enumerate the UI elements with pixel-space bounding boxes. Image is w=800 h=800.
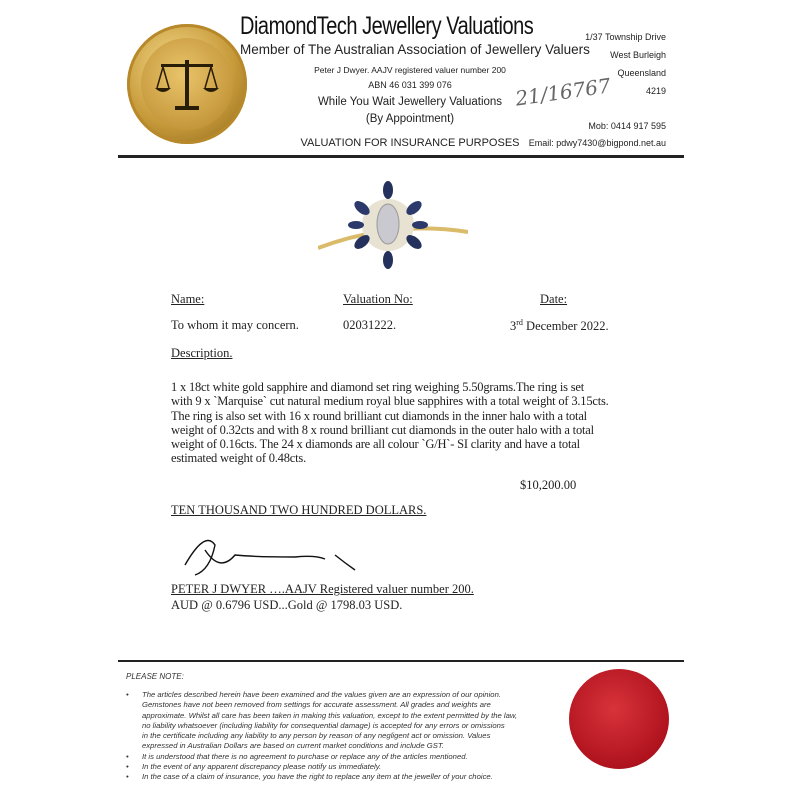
address-line: Queensland xyxy=(617,68,666,78)
description-text xyxy=(171,380,609,466)
address-line: 1/37 Township Drive xyxy=(585,32,666,42)
ring-photo xyxy=(318,180,468,275)
amount-in-words: TEN THOUSAND TWO HUNDRED DOLLARS. xyxy=(171,503,427,517)
abn: ABN 46 031 399 076 xyxy=(368,80,452,90)
notes-heading: PLEASE NOTE: xyxy=(126,672,184,681)
handwritten-reference: 21/16767 xyxy=(513,73,613,111)
mobile: Mob: 0414 917 595 xyxy=(588,121,666,131)
signed-by: PETER J DWYER ….AAJV Registered valuer number 200. xyxy=(171,582,474,596)
exchange-rates: AUD @ 0.6796 USD...Gold @ 1798.03 USD. xyxy=(171,598,403,612)
note-line: The articles described herein have been examined and the values given are an expression of our opinion. xyxy=(142,690,501,699)
notes-list xyxy=(126,690,517,783)
name-value: To whom it may concern. xyxy=(171,318,299,332)
membership-line: Member of The Australian Association of Jewellery Valuers xyxy=(240,42,590,57)
description-line: weight of 0.32cts and with 8 x round brilliant cut diamonds in the outer halo with a total xyxy=(171,422,594,437)
note-item xyxy=(126,690,517,752)
note-item xyxy=(126,762,517,772)
note-text: It is understood that there is no agreement to purchase or replace any of the articles mentioned. xyxy=(142,751,468,761)
bullet: • xyxy=(126,762,129,772)
description-line: weight of 0.16cts. The 24 x diamonds are all colour `G/H`- SI clarity and have a total xyxy=(171,437,580,452)
note-line: no liability whatsoever (including liability for consequential damage) is accepted for any errors or omissions xyxy=(142,720,505,730)
valuation-amount: $10,200.00 xyxy=(520,478,577,492)
red-wax-seal xyxy=(569,669,669,769)
name-label: Name: xyxy=(171,292,205,306)
email: Email: pdwy7430@bigpond.net.au xyxy=(528,138,666,148)
purpose: VALUATION FOR INSURANCE PURPOSES xyxy=(300,137,520,149)
description-label: Description. xyxy=(171,346,233,360)
note-line: in the certificate including any liability to any person by reason of any negligent act or omission. Values xyxy=(142,731,491,741)
date-month-year: December 2022. xyxy=(522,319,609,334)
note-item xyxy=(126,752,517,762)
notes-divider xyxy=(118,660,684,662)
description-line: estimated weight of 0.48cts. xyxy=(171,451,306,466)
address xyxy=(580,28,666,100)
header-divider xyxy=(118,155,684,158)
valuer-line: Peter J Dwyer. AAJV registered valuer number 200 xyxy=(314,65,506,75)
appointment-note: (By Appointment) xyxy=(365,113,455,125)
date-suffix: rd xyxy=(516,318,523,327)
note-line: Gemstones have not been removed from settings for accurate assessment. All grades and weights are xyxy=(142,700,491,710)
description-line: 1 x 18ct white gold sapphire and diamond set ring weighing 5.50grams.The ring is set xyxy=(171,380,584,394)
address-line: West Burleigh xyxy=(610,50,666,60)
date-day: 3 xyxy=(510,319,517,334)
description-line: with 9 x `Marquise` cut natural medium royal blue sapphires with a total weight of 3.15cts. xyxy=(171,394,609,409)
note-line: approximate. Whilst all care has been taken in making this valuation, except to the extent permitted by the law, xyxy=(142,710,518,720)
valuation-number-label: Valuation No: xyxy=(343,292,413,306)
tagline: While You Wait Jewellery Valuations xyxy=(317,96,503,108)
note-text: In the event of any apparent discrepancy please notify us immediately. xyxy=(142,762,382,772)
address-line: 4219 xyxy=(645,86,666,96)
bullet: • xyxy=(126,751,129,761)
scales-icon xyxy=(141,38,233,130)
note-text: In the case of a claim of insurance, you have the right to replace any item at the jeweller of your choice. xyxy=(142,772,493,782)
note-item xyxy=(126,772,517,782)
date-label: Date: xyxy=(540,292,568,306)
date-value xyxy=(510,318,609,334)
signature xyxy=(175,525,375,580)
bullet: • xyxy=(126,690,129,699)
bullet: • xyxy=(126,772,129,782)
company-title: DiamondTech Jewellery Valuations xyxy=(240,12,534,40)
note-line: expressed in Australian Dollars are based on current market conditions and include GST. xyxy=(142,741,444,751)
description-line: The ring is also set with 16 x round brilliant cut diamonds in the inner halo with a total xyxy=(171,408,587,423)
scales-of-justice-logo xyxy=(127,24,247,144)
valuation-number: 02031222. xyxy=(343,318,397,332)
